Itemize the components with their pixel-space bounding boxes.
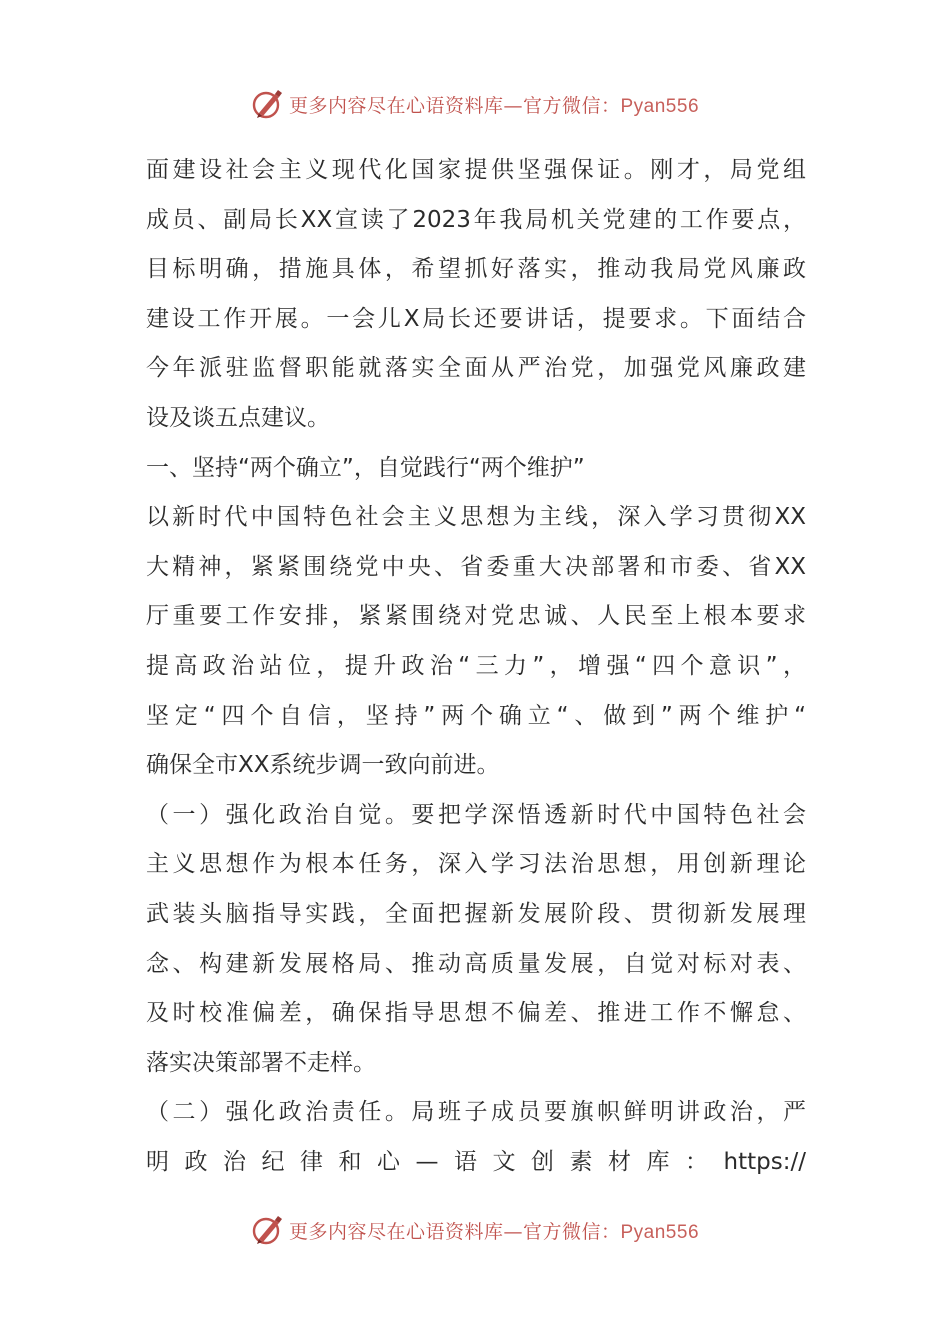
body-line: 武装头脑指导实践，全面把握新发展阶段、贯彻新发展理 [146, 900, 806, 927]
body-line: 主义思想作为根本任务，深入学习法治思想，用创新理论 [146, 851, 806, 878]
body-line: 设及谈五点建议。 [146, 404, 330, 431]
body-line: （一）强化政治自觉。要把学深悟透新时代中国特色社会 [146, 801, 806, 828]
pen-logo-icon [251, 1213, 285, 1247]
body-line: 以新时代中国特色社会主义思想为主线，深入学习贯彻XX [146, 504, 806, 531]
banner-dash: — [503, 1220, 523, 1243]
banner-title: 更多内容尽在心语资料库 [288, 94, 504, 117]
body-line: 成员、副局长XX宣读了2023年我局机关党建的工作要点， [146, 206, 806, 233]
body-line: 面建设社会主义现代化国家提供坚强保证。刚才，局党组 [146, 157, 806, 183]
body-line: 落实决策部署不走样。 [146, 1049, 376, 1076]
banner-wechat-id: Pyan556 [620, 95, 700, 117]
body-line: （二）强化政治责任。局班子成员要旗帜鲜明讲政治，严 [146, 1099, 806, 1126]
section-heading: 一、坚持“两个确立”，自觉践行“两个维护” [146, 454, 585, 481]
document-body [146, 146, 806, 1187]
banner-wechat-id: Pyan556 [620, 1221, 700, 1243]
banner-dash: — [503, 94, 523, 117]
banner-wechat-label: 官方微信： [522, 1220, 621, 1243]
pen-logo-icon [251, 87, 285, 121]
header-banner [0, 84, 950, 124]
body-line: 目标明确，措施具体，希望抓好落实，推动我局党风廉政 [146, 256, 806, 283]
body-line: 及时校准偏差，确保指导思想不偏差、推进工作不懈怠、 [146, 1000, 806, 1027]
body-line: 确保全市XX系统步调一致向前进。 [146, 752, 500, 779]
footer-banner [0, 1210, 950, 1250]
body-line: 今年派驻监督职能就落实全面从严治党，加强党风廉政建 [146, 355, 806, 382]
body-line: 念、构建新发展格局、推动高质量发展，自觉对标对表、 [146, 950, 806, 977]
banner-title: 更多内容尽在心语资料库 [288, 1220, 504, 1243]
body-line: 明政治纪律和心—语文创素材库：https:// [146, 1148, 806, 1175]
body-line: 提高政治站位，提升政治“三力”，增强“四个意识”， [146, 652, 806, 679]
banner-wechat-label: 官方微信： [522, 94, 621, 117]
body-line: 建设工作开展。一会儿X局长还要讲话，提要求。下面结合 [146, 305, 806, 332]
body-line: 厅重要工作安排，紧紧围绕对党忠诚、人民至上根本要求 [146, 603, 806, 630]
body-line: 坚定“四个自信，坚持”两个确立“、做到”两个维护“ [146, 702, 806, 729]
body-line: 大精神，紧紧围绕党中央、省委重大决部署和市委、省XX [146, 553, 806, 580]
